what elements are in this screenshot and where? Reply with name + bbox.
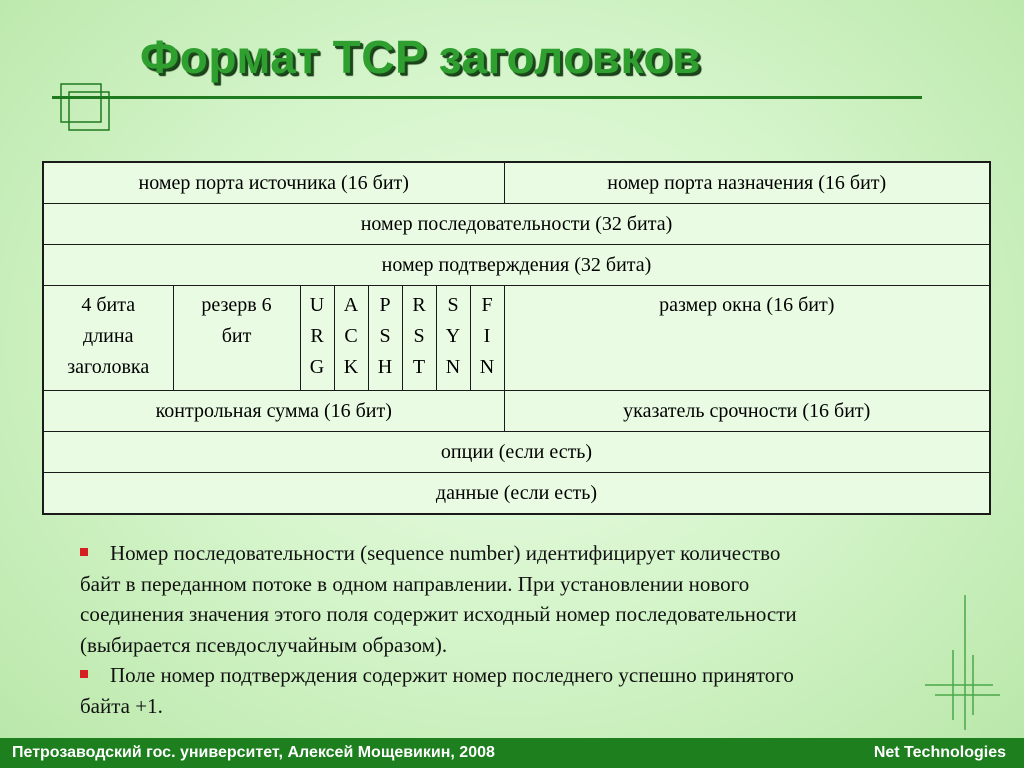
- flag-psh-cell: [368, 286, 402, 391]
- slide-title: Формат TCP заголовков: [140, 31, 701, 83]
- flag-letter: I: [483, 325, 491, 347]
- header-length-line: длина: [83, 325, 134, 347]
- acknowledgment-number-cell: номер подтверждения (32 бита): [43, 245, 990, 286]
- flag-letter: S: [447, 294, 459, 316]
- flag-letter: P: [379, 294, 391, 316]
- flag-letter: G: [309, 356, 325, 378]
- reserved-line: бит: [221, 325, 252, 347]
- bullet-text-line: байта +1.: [80, 693, 163, 718]
- bullet-square-icon: [80, 670, 88, 678]
- bullet-text-line: Номер последовательности (sequence number) идентифицирует количество: [110, 541, 781, 565]
- table-row: [43, 245, 990, 286]
- footer-course: Net Technologies: [873, 744, 1006, 761]
- checksum-cell: контрольная сумма (16 бит): [43, 391, 504, 432]
- sequence-number-cell: номер последовательности (32 бита): [43, 204, 990, 245]
- flag-letter: U: [309, 294, 325, 316]
- bullet-text-line: Поле номер подтверждения содержит номер последнего успешно принятого: [110, 663, 794, 687]
- decorative-lines-icon: [925, 595, 1005, 730]
- bullet-item: [80, 538, 960, 660]
- flag-letter: N: [479, 356, 495, 378]
- tcp-header-table: [42, 161, 991, 515]
- flag-letter: F: [481, 294, 493, 316]
- flag-letter: K: [343, 356, 359, 378]
- reserved-line: резерв 6: [201, 294, 272, 316]
- flag-letter: H: [377, 356, 393, 378]
- table-row: [43, 286, 990, 391]
- bullet-item: [80, 660, 960, 721]
- bullet-text-line: байт в переданном потоке в одном направлении. При установлении нового: [80, 571, 750, 596]
- flag-ack-cell: [334, 286, 368, 391]
- flag-rst-cell: [402, 286, 436, 391]
- destination-port-cell: номер порта назначения (16 бит): [504, 162, 990, 204]
- table-row: [43, 204, 990, 245]
- window-size-cell: размер окна (16 бит): [504, 286, 990, 391]
- flag-letter: S: [379, 325, 391, 347]
- flag-fin-cell: [470, 286, 504, 391]
- flag-letter: T: [412, 356, 426, 378]
- footer-bar: [0, 738, 1024, 768]
- header-length-cell: [43, 286, 173, 391]
- flag-letter: R: [310, 325, 324, 347]
- header-length-line: заголовка: [67, 356, 150, 378]
- bullet-text-line: (выбирается псевдослучайным образом).: [80, 632, 448, 657]
- table-row: [43, 162, 990, 204]
- options-cell: опции (если есть): [43, 432, 990, 473]
- bullet-text-line: соединения значения этого поля содержит исходный номер последовательности: [80, 602, 797, 626]
- flag-letter: N: [445, 356, 461, 378]
- flag-urg-cell: [300, 286, 334, 391]
- table-row: [43, 432, 990, 473]
- flag-letter: Y: [445, 325, 461, 347]
- table-row: [43, 391, 990, 432]
- bullet-list: [80, 538, 960, 721]
- flag-letter: C: [344, 325, 358, 347]
- decorative-squares-icon: [55, 80, 120, 140]
- flag-letter: S: [413, 325, 425, 347]
- reserved-cell: [173, 286, 300, 391]
- header-length-line: 4 бита: [81, 294, 136, 316]
- bullet-square-icon: [80, 548, 88, 556]
- title-underline: [52, 96, 922, 99]
- flag-letter: R: [412, 294, 426, 316]
- flag-letter: A: [343, 294, 359, 316]
- flag-syn-cell: [436, 286, 470, 391]
- source-port-cell: номер порта источника (16 бит): [43, 162, 504, 204]
- footer-author: Петрозаводский гос. университет, Алексей Мощевикин, 2008: [12, 744, 495, 761]
- data-cell: данные (если есть): [43, 473, 990, 515]
- urgent-pointer-cell: указатель срочности (16 бит): [504, 391, 990, 432]
- table-row: [43, 473, 990, 515]
